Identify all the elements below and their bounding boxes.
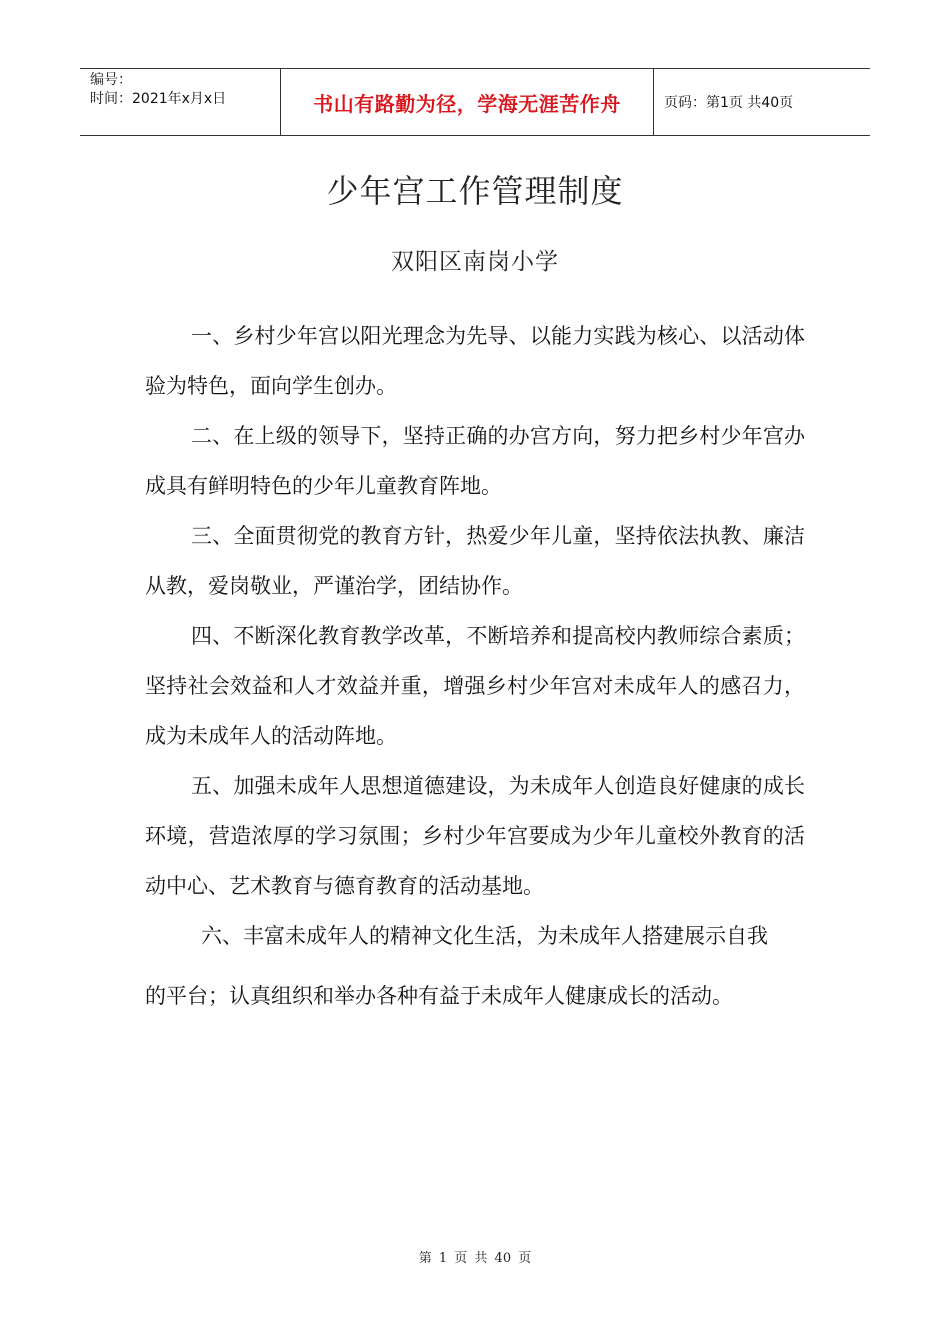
paragraph-1: 一、乡村少年宫以阳光理念为先导、以能力实践为核心、以活动体验为特色，面向学生创办。: [145, 324, 805, 398]
paragraph-4: 四、不断深化教育教学改革，不断培养和提高校内教师综合素质；坚持社会效益和人才效益并重，增强乡村少年宫对未成年人的感召力，成为未成年人的活动阵地。: [145, 624, 805, 748]
paragraph-6-line-2: 的平台；认真组织和举办各种有益于未成年人健康成长的活动。: [145, 984, 733, 1008]
document-header: [80, 68, 870, 136]
page-footer: 第 1 页 共 40 页: [418, 1251, 532, 1266]
number-label: 编号：: [90, 72, 132, 88]
paragraph-5: 五、加强未成年人思想道德建设，为未成年人创造良好健康的成长环境，营造浓厚的学习氛围；乡村少年宫要成为少年儿童校外教育的活动中心、艺术教育与德育教育的活动基地。: [145, 774, 805, 898]
document-body: [145, 311, 805, 1021]
paragraph-3: 三、全面贯彻党的教育方针，热爱少年儿童，坚持依法执教、廉洁从教，爱岗敬业，严谨治学，团结协作。: [145, 524, 805, 598]
paragraph-6-line-1: 六、丰富未成年人的精神文化生活，为未成年人搭建展示自我: [201, 924, 768, 948]
document-subtitle: 双阳区南岗小学: [391, 249, 559, 275]
header-meta: [80, 69, 281, 135]
header-page-info: 页码：第1页 共40页: [664, 95, 794, 111]
document-title: 少年宫工作管理制度: [326, 172, 624, 210]
header-motto: 书山有路勤为径，学海无涯苦作舟: [281, 69, 654, 135]
paragraph-2: 二、在上级的领导下，坚持正确的办宫方向，努力把乡村少年宫办成具有鲜明特色的少年儿童教育阵地。: [145, 424, 805, 498]
time-label: 时间：2021年x月x日: [90, 91, 227, 107]
